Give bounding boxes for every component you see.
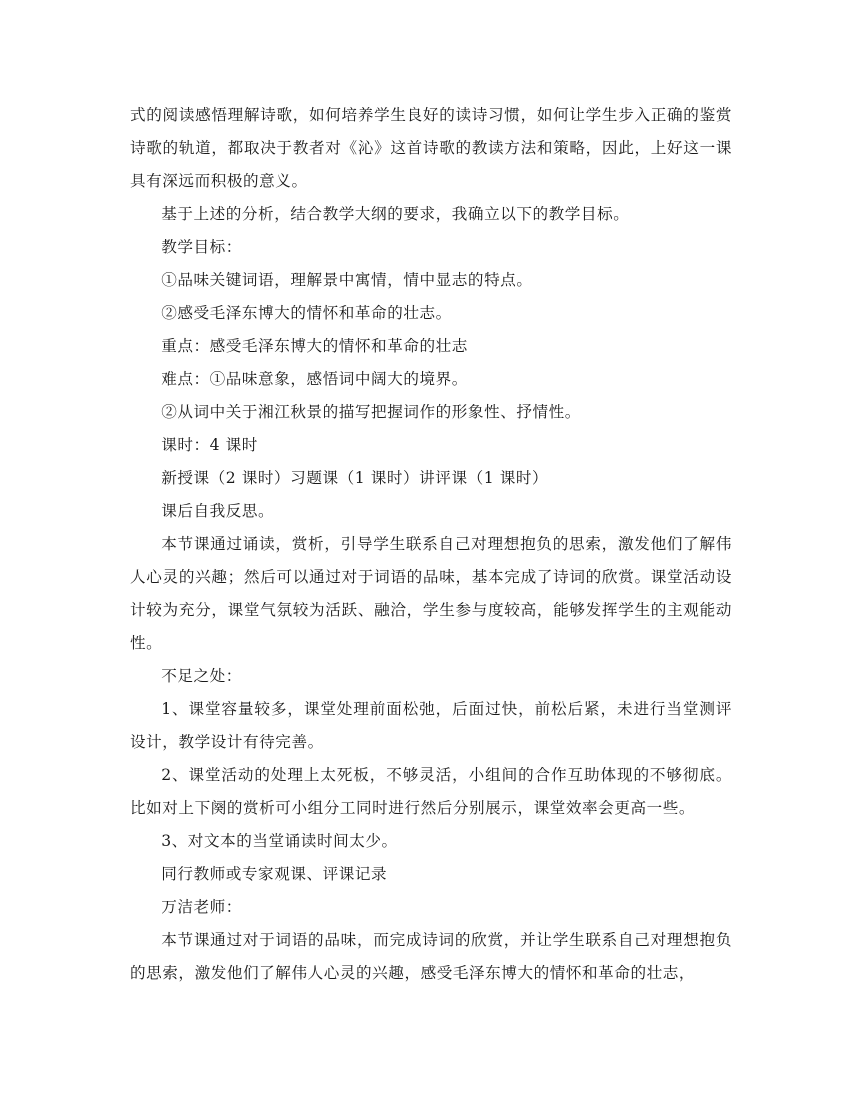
paragraph: 同行教师或专家观课、评课记录 — [161, 865, 388, 883]
paragraph: 课后自我反思。 — [161, 502, 275, 520]
paragraph: 基于上述的分析，结合教学大纲的要求，我确立以下的教学目标。 — [161, 205, 630, 223]
paragraph: 1、课堂容量较多，课堂处理前面松弛，后面过快，前松后紧，未进行当堂测评设计，教学设计有待完善。 — [130, 700, 732, 751]
paragraph: 2、课堂活动的处理上太死板，不够灵活，小组间的合作互助体现的不够彻底。比如对上下阕的赏析可小组分工同时进行然后分别展示，课堂效率会更高一些。 — [130, 766, 732, 817]
paragraph: 本节课通过诵读，赏析，引导学生联系自己对理想抱负的思索，激发他们了解伟人心灵的兴趣；然后可以通过对于词语的品味，基本完成了诗词的欣赏。课堂活动设计较为充分，课堂气氛较为活跃、融洽，学生参与度较高，能够发挥学生的主观能动性。 — [130, 535, 732, 652]
paragraph: 课时：4 课时 — [161, 436, 258, 454]
paragraph: 重点：感受毛泽东博大的情怀和革命的壮志 — [161, 337, 468, 355]
paragraph: ②感受毛泽东博大的情怀和革命的壮志。 — [161, 304, 452, 322]
document-body — [130, 99, 732, 990]
paragraph: ②从词中关于湘江秋景的描写把握词作的形象性、抒情性。 — [161, 403, 581, 421]
paragraph: 难点：①品味意象，感悟词中阔大的境界。 — [161, 370, 468, 388]
paragraph: 3、对文本的当堂诵读时间太少。 — [161, 832, 398, 850]
paragraph: ①品味关键词语，理解景中寓情，情中显志的特点。 — [161, 271, 533, 289]
paragraph: 本节课通过对于词语的品味，而完成诗词的欣赏，并让学生联系自己对理想抱负的思索，激发他们了解伟人心灵的兴趣，感受毛泽东博大的情怀和革命的壮志， — [130, 931, 732, 982]
paragraph: 式的阅读感悟理解诗歌，如何培养学生良好的读诗习惯，如何让学生步入正确的鉴赏诗歌的轨道，都取决于教者对《沁》这首诗歌的教读方法和策略，因此，上好这一课具有深远而积极的意义。 — [130, 106, 732, 190]
paragraph: 教学目标： — [161, 238, 242, 256]
paragraph: 新授课（2 课时）习题课（1 课时）讲评课（1 课时） — [161, 469, 549, 487]
paragraph: 万洁老师： — [161, 898, 242, 916]
paragraph: 不足之处： — [161, 667, 242, 685]
